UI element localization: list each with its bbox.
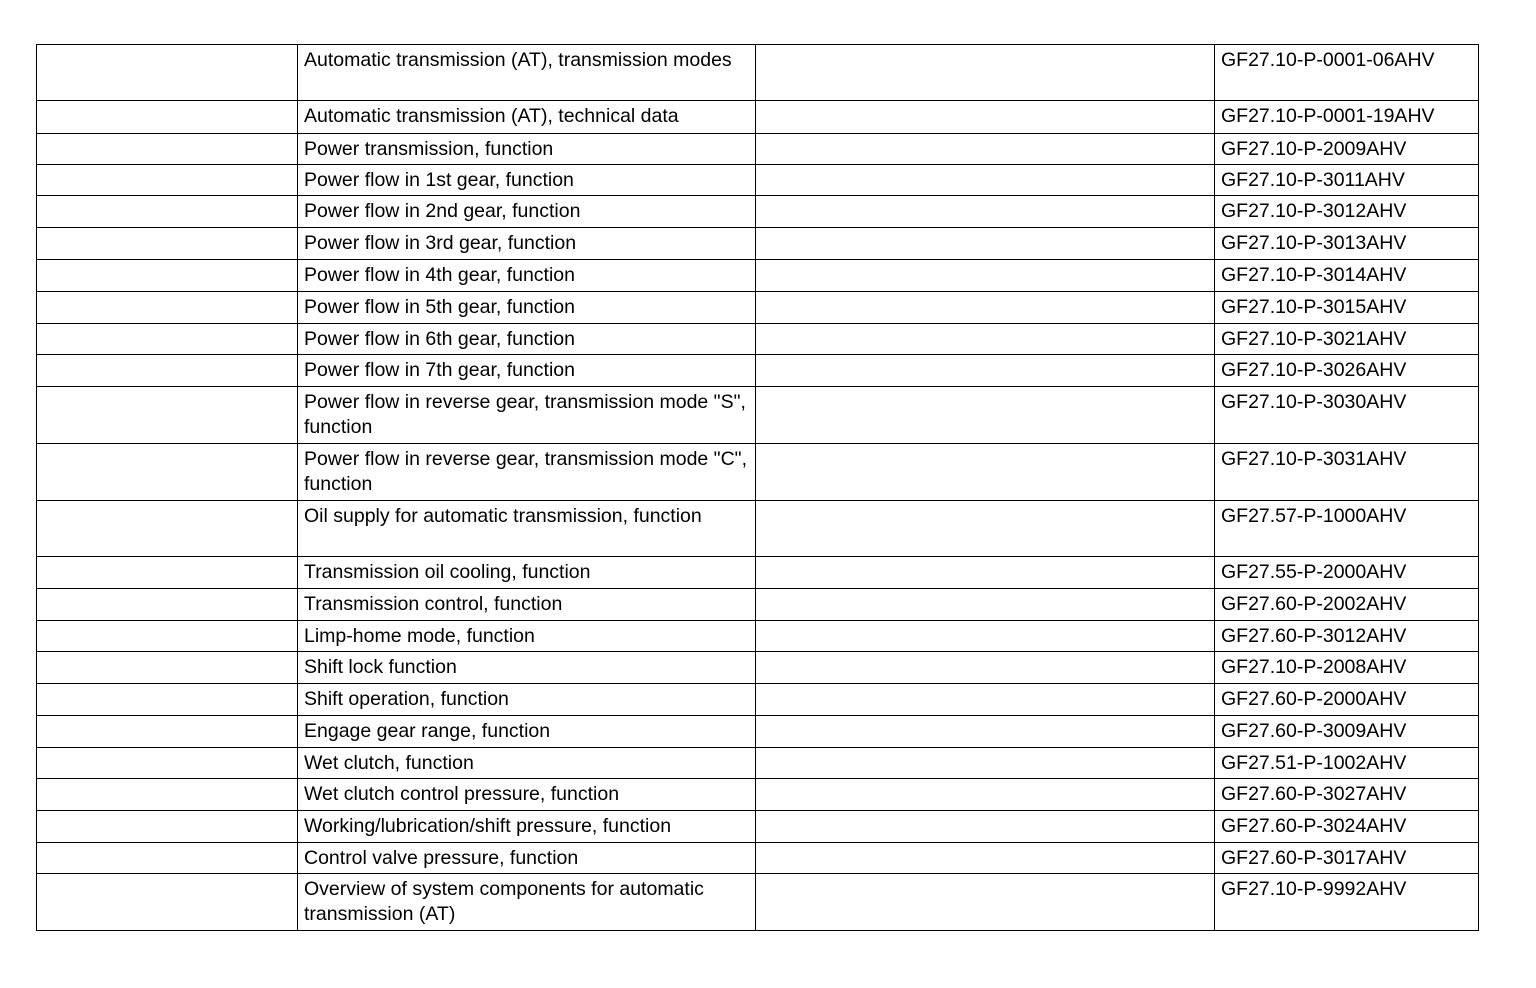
empty-cell bbox=[37, 748, 298, 779]
empty-cell bbox=[756, 557, 1215, 589]
document-title: Power flow in 3rd gear, function bbox=[298, 228, 756, 260]
document-code: GF27.60-P-2000AHV bbox=[1215, 684, 1479, 716]
document-code: GF27.60-P-3012AHV bbox=[1215, 621, 1479, 652]
table-row bbox=[37, 45, 1479, 101]
table-row bbox=[37, 589, 1479, 621]
empty-cell bbox=[756, 843, 1215, 874]
empty-cell bbox=[37, 874, 298, 931]
table-row bbox=[37, 134, 1479, 165]
document-table bbox=[36, 44, 1479, 931]
document-title: Power flow in 1st gear, function bbox=[298, 165, 756, 196]
table-row bbox=[37, 292, 1479, 324]
empty-cell bbox=[37, 134, 298, 165]
document-code: GF27.60-P-3024AHV bbox=[1215, 811, 1479, 843]
document-code: GF27.10-P-3014AHV bbox=[1215, 260, 1479, 292]
table-row bbox=[37, 260, 1479, 292]
empty-cell bbox=[37, 228, 298, 260]
empty-cell bbox=[37, 165, 298, 196]
document-title: Power flow in 7th gear, function bbox=[298, 355, 756, 387]
empty-cell bbox=[37, 811, 298, 843]
table-row bbox=[37, 684, 1479, 716]
empty-cell bbox=[756, 292, 1215, 324]
document-code: GF27.10-P-3012AHV bbox=[1215, 196, 1479, 228]
empty-cell bbox=[756, 45, 1215, 101]
empty-cell bbox=[756, 589, 1215, 621]
document-title: Control valve pressure, function bbox=[298, 843, 756, 874]
empty-cell bbox=[756, 165, 1215, 196]
empty-cell bbox=[37, 501, 298, 557]
document-title: Power flow in 5th gear, function bbox=[298, 292, 756, 324]
empty-cell bbox=[37, 684, 298, 716]
empty-cell bbox=[756, 501, 1215, 557]
empty-cell bbox=[756, 387, 1215, 444]
document-code: GF27.60-P-3009AHV bbox=[1215, 716, 1479, 748]
document-title: Wet clutch control pressure, function bbox=[298, 779, 756, 811]
document-code: GF27.10-P-3011AHV bbox=[1215, 165, 1479, 196]
document-title: Overview of system components for automatic transmission (AT) bbox=[298, 874, 756, 931]
document-code: GF27.10-P-0001-06AHV bbox=[1215, 45, 1479, 101]
document-code: GF27.10-P-3021AHV bbox=[1215, 324, 1479, 355]
empty-cell bbox=[756, 260, 1215, 292]
empty-cell bbox=[756, 101, 1215, 134]
table-row bbox=[37, 716, 1479, 748]
table-row bbox=[37, 355, 1479, 387]
document-code: GF27.10-P-2009AHV bbox=[1215, 134, 1479, 165]
table-row bbox=[37, 652, 1479, 684]
table-row bbox=[37, 165, 1479, 196]
empty-cell bbox=[37, 779, 298, 811]
document-title: Automatic transmission (AT), transmission modes bbox=[298, 45, 756, 101]
empty-cell bbox=[756, 134, 1215, 165]
document-title: Transmission control, function bbox=[298, 589, 756, 621]
empty-cell bbox=[756, 684, 1215, 716]
document-title: Power flow in 4th gear, function bbox=[298, 260, 756, 292]
empty-cell bbox=[756, 444, 1215, 501]
document-code: GF27.60-P-3017AHV bbox=[1215, 843, 1479, 874]
empty-cell bbox=[756, 811, 1215, 843]
empty-cell bbox=[756, 228, 1215, 260]
document-title: Shift operation, function bbox=[298, 684, 756, 716]
document-title: Automatic transmission (AT), technical data bbox=[298, 101, 756, 134]
empty-cell bbox=[37, 621, 298, 652]
empty-cell bbox=[756, 621, 1215, 652]
document-code: GF27.10-P-3026AHV bbox=[1215, 355, 1479, 387]
document-code: GF27.10-P-0001-19AHV bbox=[1215, 101, 1479, 134]
document-code: GF27.10-P-3030AHV bbox=[1215, 387, 1479, 444]
table-row bbox=[37, 779, 1479, 811]
empty-cell bbox=[37, 716, 298, 748]
document-code: GF27.55-P-2000AHV bbox=[1215, 557, 1479, 589]
table-row bbox=[37, 748, 1479, 779]
document-title: Power transmission, function bbox=[298, 134, 756, 165]
empty-cell bbox=[37, 557, 298, 589]
empty-cell bbox=[37, 45, 298, 101]
empty-cell bbox=[37, 589, 298, 621]
document-title: Transmission oil cooling, function bbox=[298, 557, 756, 589]
document-code: GF27.10-P-3015AHV bbox=[1215, 292, 1479, 324]
document-title: Shift lock function bbox=[298, 652, 756, 684]
empty-cell bbox=[37, 387, 298, 444]
table-row bbox=[37, 874, 1479, 931]
document-code: GF27.10-P-9992AHV bbox=[1215, 874, 1479, 931]
table-row bbox=[37, 324, 1479, 355]
table-row bbox=[37, 228, 1479, 260]
document-title: Limp-home mode, function bbox=[298, 621, 756, 652]
table-row bbox=[37, 196, 1479, 228]
table-row bbox=[37, 501, 1479, 557]
empty-cell bbox=[37, 196, 298, 228]
table-row bbox=[37, 811, 1479, 843]
table-row bbox=[37, 444, 1479, 501]
empty-cell bbox=[37, 843, 298, 874]
table-row bbox=[37, 387, 1479, 444]
document-title: Power flow in 2nd gear, function bbox=[298, 196, 756, 228]
document-code: GF27.10-P-2008AHV bbox=[1215, 652, 1479, 684]
document-code: GF27.60-P-3027AHV bbox=[1215, 779, 1479, 811]
document-title: Power flow in reverse gear, transmission mode "S", function bbox=[298, 387, 756, 444]
document-code: GF27.10-P-3013AHV bbox=[1215, 228, 1479, 260]
empty-cell bbox=[37, 101, 298, 134]
document-code: GF27.10-P-3031AHV bbox=[1215, 444, 1479, 501]
empty-cell bbox=[756, 324, 1215, 355]
document-code: GF27.57-P-1000AHV bbox=[1215, 501, 1479, 557]
empty-cell bbox=[37, 444, 298, 501]
empty-cell bbox=[756, 716, 1215, 748]
empty-cell bbox=[37, 292, 298, 324]
document-code: GF27.60-P-2002AHV bbox=[1215, 589, 1479, 621]
table-row bbox=[37, 621, 1479, 652]
empty-cell bbox=[756, 874, 1215, 931]
document-title: Oil supply for automatic transmission, function bbox=[298, 501, 756, 557]
document-title: Power flow in reverse gear, transmission mode "C", function bbox=[298, 444, 756, 501]
empty-cell bbox=[756, 355, 1215, 387]
empty-cell bbox=[756, 196, 1215, 228]
empty-cell bbox=[756, 779, 1215, 811]
document-title: Engage gear range, function bbox=[298, 716, 756, 748]
table-row bbox=[37, 101, 1479, 134]
document-code: GF27.51-P-1002AHV bbox=[1215, 748, 1479, 779]
empty-cell bbox=[37, 324, 298, 355]
table-row bbox=[37, 843, 1479, 874]
document-title: Working/lubrication/shift pressure, function bbox=[298, 811, 756, 843]
empty-cell bbox=[37, 355, 298, 387]
empty-cell bbox=[756, 748, 1215, 779]
document-title: Power flow in 6th gear, function bbox=[298, 324, 756, 355]
empty-cell bbox=[37, 652, 298, 684]
empty-cell bbox=[756, 652, 1215, 684]
empty-cell bbox=[37, 260, 298, 292]
document-table-body bbox=[37, 45, 1479, 931]
table-row bbox=[37, 557, 1479, 589]
document-title: Wet clutch, function bbox=[298, 748, 756, 779]
